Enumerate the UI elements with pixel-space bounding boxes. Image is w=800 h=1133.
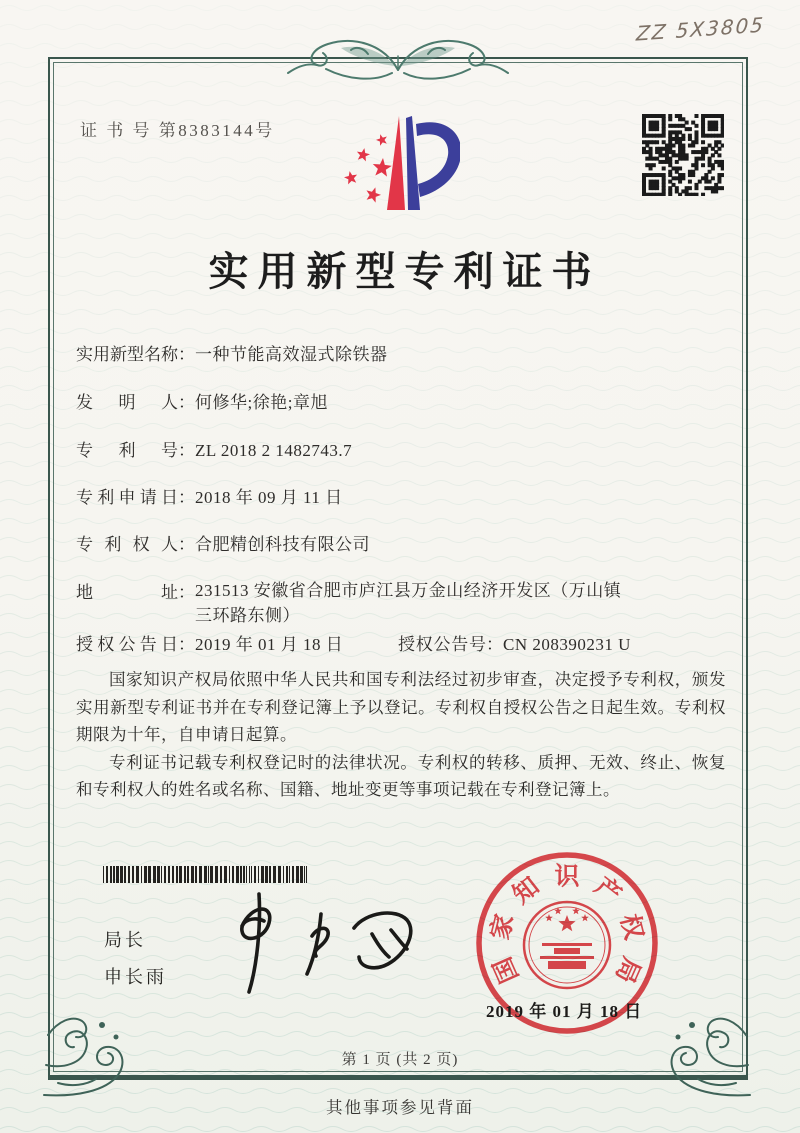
colon: ： <box>178 583 195 602</box>
svg-text:权: 权 <box>614 911 648 943</box>
svg-text:国: 国 <box>489 952 525 987</box>
qr-code <box>642 114 724 196</box>
svg-text:局: 局 <box>609 952 645 987</box>
field-label: 授权公告号 <box>398 635 486 654</box>
field-value: 何修华;徐艳;章旭 <box>195 393 328 412</box>
footer-note: 其他事项参见背面 <box>326 1098 474 1117</box>
legal-paragraph-2: 专利证书记载专利权登记时的法律状况。专利权的转移、质押、无效、终止、恢复和专利权人的姓名或名称、国籍、地址变更等事项记载在专利登记簿上。 <box>76 752 726 799</box>
field-value: CN 208390231 U <box>503 635 631 654</box>
colon: ： <box>178 635 195 654</box>
field-value: 231513 安徽省合肥市庐江县万金山经济开发区（万山镇三环路东侧） <box>195 581 622 625</box>
field-value: 2018 年 09 月 11 日 <box>195 488 343 507</box>
document-title: 实用新型专利证书 <box>208 249 601 294</box>
field-label: 授权公告日 <box>76 635 178 654</box>
svg-text:家: 家 <box>486 911 520 943</box>
fields-section <box>76 338 726 668</box>
legal-paragraph-1: 国家知识产权局依照中华人民共和国专利法经过初步审查，决定授予专利权，颁发实用新型专利证书并在专利登记簿上予以登记。专利权自授权公告之日起生效。专利权期限为十年，自申请日起算。 <box>76 670 726 744</box>
signer-block <box>104 926 167 1000</box>
field-label: 发明人 <box>76 393 178 412</box>
field-label: 专利权人 <box>76 535 178 554</box>
colon: ： <box>486 635 503 654</box>
certificate-number: 证 书 号 第8383144号 <box>80 121 275 140</box>
handwritten-code: ZZ 5X3805 <box>635 12 766 46</box>
seal-date: 2019 年 01 月 18 日 <box>486 1002 643 1021</box>
field-row-patentee <box>76 530 370 555</box>
field-row-inventors <box>76 388 328 413</box>
field-value: 2019 年 01 月 18 日 <box>195 635 344 654</box>
page-number: 第 1 页 (共 2 页) <box>341 1052 459 1068</box>
barcode <box>103 866 309 883</box>
field-value: 合肥精创科技有限公司 <box>195 535 370 554</box>
field-row-patent-number <box>76 436 352 461</box>
field-label: 地址 <box>76 583 178 602</box>
colon: ： <box>178 345 195 364</box>
field-row-name <box>76 340 388 365</box>
signer-title: 局长 <box>104 930 146 950</box>
field-value: ZL 2018 2 1482743.7 <box>195 441 353 460</box>
colon: ： <box>178 535 195 554</box>
svg-text:识: 识 <box>554 863 580 891</box>
legal-text <box>76 666 726 804</box>
field-pair-grant-number <box>398 630 631 655</box>
field-row-address <box>76 578 631 628</box>
top-border-ornament-icon <box>282 26 514 86</box>
signature-icon <box>214 886 432 1000</box>
cnipa-logo-icon <box>336 110 460 236</box>
field-row-filing-date <box>76 483 343 508</box>
svg-text:产: 产 <box>589 872 626 910</box>
colon: ： <box>178 393 195 412</box>
colon: ： <box>178 488 195 507</box>
field-label: 专利号 <box>76 441 178 460</box>
colon: ： <box>178 441 195 460</box>
field-label: 实用新型名称 <box>76 345 178 364</box>
signer-name: 申长雨 <box>104 967 167 987</box>
field-label: 专利申请日 <box>76 488 178 507</box>
svg-text:知: 知 <box>508 872 545 910</box>
field-row-grant <box>76 630 631 655</box>
field-value: 一种节能高效湿式除铁器 <box>195 345 388 364</box>
